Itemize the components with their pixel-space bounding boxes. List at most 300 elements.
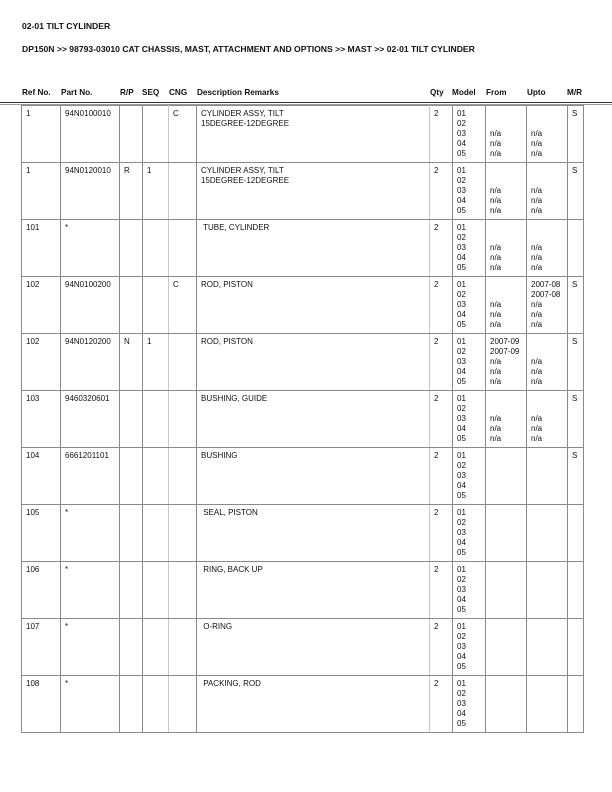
upto-list [527, 505, 568, 562]
models-value: 05 [457, 434, 466, 443]
from-value [490, 565, 522, 575]
upto-value [531, 699, 563, 709]
qty: 2 [430, 448, 453, 505]
table-header [0, 88, 612, 102]
upto-value: n/a [531, 320, 543, 329]
from-value [490, 528, 522, 538]
models-value: 02 [457, 575, 466, 584]
models-value: 01 [457, 337, 466, 346]
models-value: 01 [457, 679, 466, 688]
from-value [490, 575, 522, 585]
upto-value: n/a [531, 196, 543, 205]
upto-value [531, 176, 563, 186]
from-list [486, 334, 527, 391]
from-value [490, 652, 522, 662]
breadcrumb: DP150N >> 98793-03010 CAT CHASSIS, MAST, ATTACHMENT AND OPTIONS >> MAST >> 02-01 TILT CYLINDER [22, 44, 475, 54]
from-value [490, 166, 522, 176]
ref-no: 102 [22, 334, 61, 391]
part-no: 94N0120200 [61, 334, 120, 391]
description-line-1: SEAL, PISTON [201, 508, 258, 517]
from-value [490, 508, 522, 518]
mr: S [568, 163, 584, 220]
models-value: 01 [457, 109, 466, 118]
cng [169, 334, 197, 391]
from-list [486, 562, 527, 619]
models-value: 03 [457, 699, 466, 708]
qty: 2 [430, 277, 453, 334]
description-line-1: CYLINDER ASSY, TILT [201, 166, 284, 175]
description [197, 562, 430, 619]
mr [568, 619, 584, 676]
models-value: 05 [457, 377, 466, 386]
part-no: 94N0100010 [61, 106, 120, 163]
table-row [22, 277, 584, 334]
rp: R [120, 163, 143, 220]
models-value: 03 [457, 357, 466, 366]
upto-value [531, 481, 563, 491]
description-line-1: RING, BACK UP [201, 565, 263, 574]
upto-value [531, 166, 563, 176]
from-value [490, 491, 522, 501]
mr: S [568, 277, 584, 334]
upto-list [527, 562, 568, 619]
from-value [490, 548, 522, 558]
qty: 2 [430, 505, 453, 562]
upto-value [531, 223, 563, 233]
description [197, 619, 430, 676]
upto-value [531, 585, 563, 595]
models-value: 05 [457, 206, 466, 215]
from-value: n/a [490, 253, 502, 262]
qty: 2 [430, 220, 453, 277]
models-value: 01 [457, 223, 466, 232]
models-value: 03 [457, 471, 466, 480]
description [197, 505, 430, 562]
ref-no: 1 [22, 106, 61, 163]
header-divider [0, 102, 612, 103]
upto-value: n/a [531, 377, 543, 386]
upto-value: n/a [531, 263, 543, 272]
upto-value: n/a [531, 357, 543, 366]
models-value: 02 [457, 347, 466, 356]
from-value [490, 642, 522, 652]
from-list [486, 220, 527, 277]
models-value: 05 [457, 149, 466, 158]
seq [143, 220, 169, 277]
from-value [490, 632, 522, 642]
from-value: n/a [490, 300, 502, 309]
mr: S [568, 106, 584, 163]
ref-no: 105 [22, 505, 61, 562]
upto-list [527, 448, 568, 505]
description [197, 277, 430, 334]
upto-list [527, 163, 568, 220]
models-value: 01 [457, 508, 466, 517]
cng [169, 562, 197, 619]
models-value: 03 [457, 585, 466, 594]
models-value: 03 [457, 186, 466, 195]
description-line-2: 15DEGREE-12DEGREE [201, 176, 290, 185]
model-list [453, 505, 486, 562]
seq [143, 619, 169, 676]
upto-list [527, 334, 568, 391]
model-list [453, 163, 486, 220]
upto-value: n/a [531, 186, 543, 195]
upto-value [531, 622, 563, 632]
from-value: n/a [490, 149, 502, 158]
upto-value [531, 632, 563, 642]
models-value: 03 [457, 300, 466, 309]
mr [568, 505, 584, 562]
upto-value [531, 518, 563, 528]
table-row [22, 220, 584, 277]
mr: S [568, 334, 584, 391]
models-value: 02 [457, 461, 466, 470]
table-row [22, 391, 584, 448]
upto-value: n/a [531, 243, 543, 252]
cng [169, 448, 197, 505]
ref-no: 1 [22, 163, 61, 220]
ref-no: 108 [22, 676, 61, 733]
upto-value [531, 679, 563, 689]
upto-value [531, 109, 563, 119]
seq [143, 391, 169, 448]
from-value [490, 518, 522, 528]
models-value: 03 [457, 129, 466, 138]
model-list [453, 562, 486, 619]
description-line-1: O-RING [201, 622, 233, 631]
table-row [22, 106, 584, 163]
model-list [453, 676, 486, 733]
ref-no: 101 [22, 220, 61, 277]
header-cng: CNG [169, 88, 188, 97]
from-value: n/a [490, 263, 502, 272]
from-value [490, 585, 522, 595]
from-value: n/a [490, 139, 502, 148]
from-list [486, 391, 527, 448]
header-seq: SEQ [142, 88, 160, 97]
from-value [490, 709, 522, 719]
models-value: 04 [457, 595, 466, 604]
from-value [490, 538, 522, 548]
mr [568, 562, 584, 619]
model-list [453, 106, 486, 163]
page-title: 02-01 TILT CYLINDER [22, 21, 111, 31]
from-value [490, 662, 522, 672]
from-list [486, 448, 527, 505]
description [197, 220, 430, 277]
models-value: 05 [457, 548, 466, 557]
from-value: n/a [490, 377, 502, 386]
models-value: 02 [457, 404, 466, 413]
qty: 2 [430, 334, 453, 391]
model-list [453, 277, 486, 334]
upto-value [531, 233, 563, 243]
from-value [490, 109, 522, 119]
from-list [486, 619, 527, 676]
models-value: 04 [457, 652, 466, 661]
models-value: 01 [457, 166, 466, 175]
models-value: 02 [457, 689, 466, 698]
models-value: 04 [457, 367, 466, 376]
upto-value: n/a [531, 424, 543, 433]
cng [169, 619, 197, 676]
description-line-1: ROD, PISTON [201, 280, 253, 289]
from-value [490, 404, 522, 414]
rp [120, 448, 143, 505]
rp [120, 391, 143, 448]
upto-value [531, 471, 563, 481]
models-value: 05 [457, 662, 466, 671]
upto-value [531, 347, 563, 357]
description-line-1: ROD, PISTON [201, 337, 253, 346]
from-value [490, 699, 522, 709]
part-no: 6661201101 [61, 448, 120, 505]
models-value: 04 [457, 196, 466, 205]
upto-value [531, 719, 563, 729]
description [197, 676, 430, 733]
header-mr: M/R [567, 88, 583, 97]
mr: S [568, 391, 584, 448]
rp [120, 562, 143, 619]
upto-value [531, 652, 563, 662]
upto-list [527, 391, 568, 448]
model-list [453, 220, 486, 277]
upto-value [531, 337, 563, 347]
rp [120, 106, 143, 163]
models-value: 03 [457, 642, 466, 651]
upto-value [531, 642, 563, 652]
upto-value [531, 662, 563, 672]
upto-value: n/a [531, 129, 543, 138]
rp: N [120, 334, 143, 391]
table-row [22, 619, 584, 676]
upto-list [527, 106, 568, 163]
from-value [490, 176, 522, 186]
description [197, 106, 430, 163]
models-value: 01 [457, 280, 466, 289]
models-value: 04 [457, 709, 466, 718]
model-list [453, 334, 486, 391]
upto-list [527, 619, 568, 676]
cng: C [169, 277, 197, 334]
upto-value: n/a [531, 253, 543, 262]
from-value [490, 605, 522, 615]
upto-value [531, 575, 563, 585]
rp [120, 277, 143, 334]
seq [143, 505, 169, 562]
upto-value: n/a [531, 149, 543, 158]
model-list [453, 391, 486, 448]
table-row [22, 505, 584, 562]
ref-no: 104 [22, 448, 61, 505]
upto-value: n/a [531, 434, 543, 443]
from-list [486, 277, 527, 334]
models-value: 01 [457, 565, 466, 574]
rp [120, 220, 143, 277]
from-list [486, 106, 527, 163]
qty: 2 [430, 163, 453, 220]
from-list [486, 505, 527, 562]
upto-value [531, 595, 563, 605]
header-ref: Ref No. [22, 88, 51, 97]
description-line-1: PACKING, ROD [201, 679, 261, 688]
models-value: 05 [457, 605, 466, 614]
table-row [22, 163, 584, 220]
from-value: n/a [490, 310, 502, 319]
header-model: Model [452, 88, 476, 97]
mr: S [568, 448, 584, 505]
upto-value [531, 119, 563, 129]
models-value: 01 [457, 622, 466, 631]
from-value: n/a [490, 206, 502, 215]
from-value [490, 719, 522, 729]
from-value: n/a [490, 129, 502, 138]
header-qty: Qty [430, 88, 444, 97]
from-value: n/a [490, 434, 502, 443]
upto-list [527, 277, 568, 334]
upto-value [531, 548, 563, 558]
upto-value: n/a [531, 300, 543, 309]
part-no: 9460320601 [61, 391, 120, 448]
upto-value: n/a [531, 414, 543, 423]
from-list [486, 676, 527, 733]
model-list [453, 448, 486, 505]
ref-no: 103 [22, 391, 61, 448]
seq: 1 [143, 334, 169, 391]
description [197, 163, 430, 220]
models-value: 02 [457, 290, 466, 299]
models-value: 04 [457, 139, 466, 148]
description-line-2: 15DEGREE-12DEGREE [201, 119, 290, 128]
models-value: 04 [457, 538, 466, 547]
from-list [486, 163, 527, 220]
cng [169, 220, 197, 277]
upto-value [531, 565, 563, 575]
description-line-1: BUSHING [201, 451, 238, 460]
models-value: 05 [457, 719, 466, 728]
seq [143, 676, 169, 733]
from-value: n/a [490, 424, 502, 433]
from-value: n/a [490, 357, 502, 366]
from-value [490, 394, 522, 404]
table-row [22, 334, 584, 391]
from-value [490, 595, 522, 605]
ref-no: 102 [22, 277, 61, 334]
upto-value: n/a [531, 367, 543, 376]
seq [143, 562, 169, 619]
part-no: 94N0120010 [61, 163, 120, 220]
cng [169, 676, 197, 733]
rp [120, 619, 143, 676]
seq: 1 [143, 163, 169, 220]
from-value [490, 481, 522, 491]
models-value: 03 [457, 243, 466, 252]
from-value [490, 689, 522, 699]
from-value [490, 471, 522, 481]
table-row [22, 448, 584, 505]
description-line-1: TUBE, CYLINDER [201, 223, 270, 232]
upto-value: n/a [531, 139, 543, 148]
parts-table [21, 105, 584, 733]
upto-value [531, 394, 563, 404]
part-no: * [61, 619, 120, 676]
upto-value: n/a [531, 206, 543, 215]
models-value: 05 [457, 320, 466, 329]
cng [169, 163, 197, 220]
header-rp: R/P [120, 88, 134, 97]
from-value: n/a [490, 243, 502, 252]
upto-value [531, 605, 563, 615]
seq [143, 106, 169, 163]
upto-value [531, 538, 563, 548]
from-value [490, 679, 522, 689]
description-line-1: BUSHING, GUIDE [201, 394, 268, 403]
from-value: n/a [490, 320, 502, 329]
models-value: 04 [457, 253, 466, 262]
header-desc: Description Remarks [197, 88, 279, 97]
from-value: n/a [490, 414, 502, 423]
upto-value: 2007-08 [531, 290, 561, 299]
upto-value: n/a [531, 310, 543, 319]
part-no: * [61, 562, 120, 619]
models-value: 02 [457, 632, 466, 641]
from-value [490, 622, 522, 632]
table-row [22, 562, 584, 619]
models-value: 02 [457, 119, 466, 128]
models-value: 05 [457, 491, 466, 500]
qty: 2 [430, 676, 453, 733]
model-list [453, 619, 486, 676]
description [197, 448, 430, 505]
from-value: n/a [490, 367, 502, 376]
from-value [490, 290, 522, 300]
upto-value [531, 451, 563, 461]
qty: 2 [430, 562, 453, 619]
upto-value [531, 461, 563, 471]
upto-list [527, 220, 568, 277]
part-no: * [61, 220, 120, 277]
upto-value [531, 528, 563, 538]
from-value: 2007-09 [490, 337, 520, 346]
from-value: n/a [490, 196, 502, 205]
description [197, 334, 430, 391]
upto-list [527, 676, 568, 733]
upto-value [531, 508, 563, 518]
mr [568, 676, 584, 733]
from-value [490, 119, 522, 129]
models-value: 01 [457, 451, 466, 460]
header-from: From [486, 88, 507, 97]
description-line-1: CYLINDER ASSY, TILT [201, 109, 284, 118]
seq [143, 448, 169, 505]
qty: 2 [430, 619, 453, 676]
models-value: 02 [457, 233, 466, 242]
description [197, 391, 430, 448]
rp [120, 676, 143, 733]
models-value: 04 [457, 424, 466, 433]
models-value: 02 [457, 518, 466, 527]
from-value [490, 451, 522, 461]
rp [120, 505, 143, 562]
upto-value: 2007-08 [531, 280, 561, 289]
mr [568, 220, 584, 277]
part-no: 94N0100200 [61, 277, 120, 334]
models-value: 02 [457, 176, 466, 185]
header-part: Part No. [61, 88, 93, 97]
qty: 2 [430, 106, 453, 163]
part-no: * [61, 505, 120, 562]
